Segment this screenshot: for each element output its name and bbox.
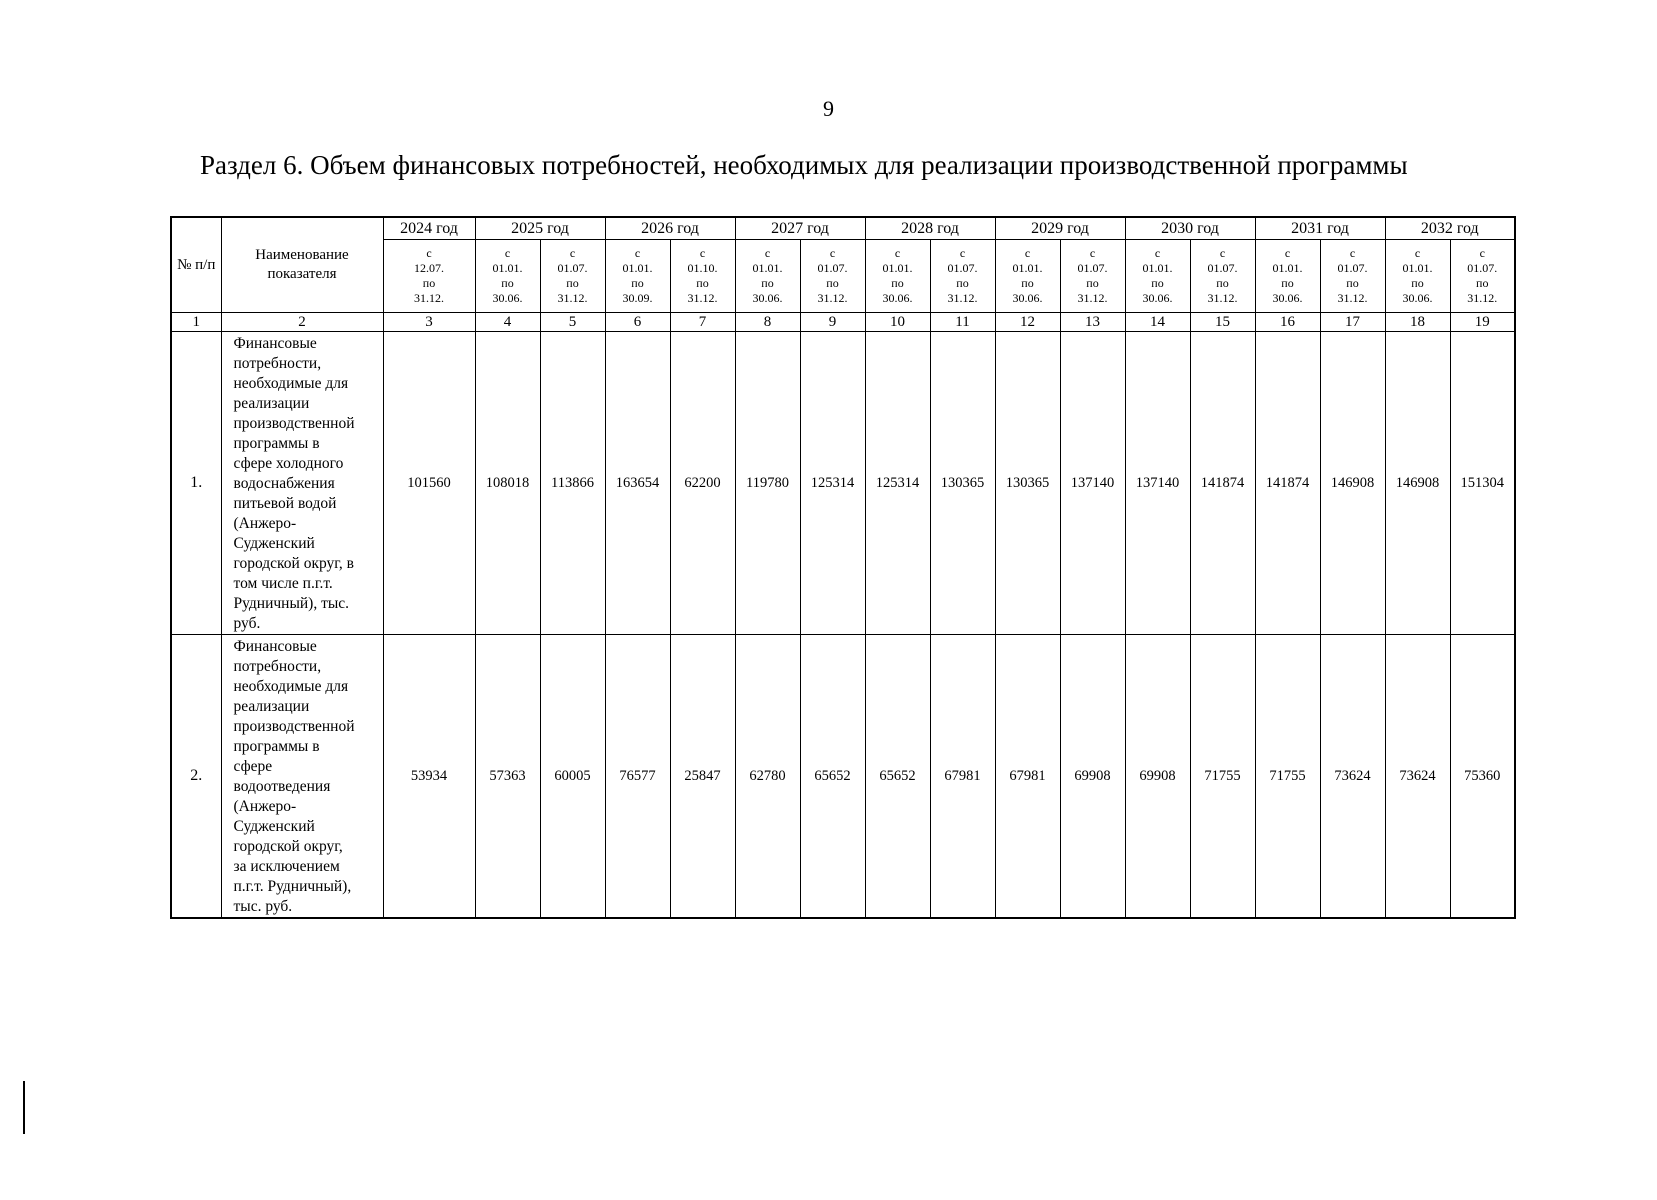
value-cell: 141874 xyxy=(1255,332,1320,635)
period-line: 01.01. xyxy=(1272,261,1303,275)
year-header-row xyxy=(171,217,1515,240)
period-line: 30.06. xyxy=(752,291,783,305)
indicator-name-line: Рудничный), тыс. xyxy=(233,595,350,612)
period-line: 30.06. xyxy=(1012,291,1043,305)
column-number: 13 xyxy=(1060,313,1125,332)
period-line: 01.01. xyxy=(622,261,653,275)
period-line: с xyxy=(1284,246,1291,260)
period-line: 30.06. xyxy=(1402,291,1433,305)
financial-needs-table xyxy=(170,216,1516,919)
year-header: 2030 год xyxy=(1125,217,1255,240)
column-number: 7 xyxy=(670,313,735,332)
period-line: по xyxy=(891,276,904,290)
indicator-name-line: руб. xyxy=(233,615,261,632)
column-number: 16 xyxy=(1255,313,1320,332)
value-cell: 67981 xyxy=(995,635,1060,919)
indicator-name-line: городской округ, xyxy=(233,838,343,855)
period-line: 01.01. xyxy=(752,261,783,275)
indicator-name-line: сфере холодного xyxy=(233,455,344,472)
period-line: по xyxy=(566,276,579,290)
indicator-name-line: питьевой водой xyxy=(233,495,337,512)
column-number: 9 xyxy=(800,313,865,332)
period-line: 30.06. xyxy=(1142,291,1173,305)
value-cell: 76577 xyxy=(605,635,670,919)
indicator-name-line: (Анжеро- xyxy=(233,515,297,532)
indicator-name-line: городской округ, в xyxy=(233,555,354,572)
period-line: 01.01. xyxy=(882,261,913,275)
period-line: с xyxy=(1089,246,1096,260)
period-line: 30.06. xyxy=(1272,291,1303,305)
period-line: 31.12. xyxy=(947,291,978,305)
period-line: с xyxy=(426,246,432,260)
margin-line xyxy=(23,1081,25,1134)
period-header xyxy=(1125,240,1190,313)
value-cell: 146908 xyxy=(1320,332,1385,635)
period-line: по xyxy=(631,276,644,290)
period-header xyxy=(800,240,865,313)
value-cell: 69908 xyxy=(1125,635,1190,919)
indicator-name-line: потребности, xyxy=(233,658,322,675)
period-line: 01.07. xyxy=(1337,261,1368,275)
value-cell: 151304 xyxy=(1450,332,1515,635)
year-header: 2031 год xyxy=(1255,217,1385,240)
period-line: 01.07. xyxy=(817,261,848,275)
period-line: 01.07. xyxy=(557,261,588,275)
period-line: с xyxy=(959,246,966,260)
value-cell: 125314 xyxy=(865,332,930,635)
value-cell: 108018 xyxy=(475,332,540,635)
period-line: по xyxy=(1346,276,1359,290)
period-line: с xyxy=(569,246,576,260)
period-header xyxy=(865,240,930,313)
indicator-name-line: необходимые для xyxy=(233,678,349,695)
period-line: по xyxy=(696,276,709,290)
period-header xyxy=(383,240,475,313)
value-cell: 60005 xyxy=(540,635,605,919)
period-line: 01.01. xyxy=(1402,261,1433,275)
period-line: 31.12. xyxy=(1337,291,1368,305)
indicator-name-line: за исключением xyxy=(233,858,340,875)
year-header: 2032 год xyxy=(1385,217,1515,240)
period-line: 30.06. xyxy=(882,291,913,305)
value-cell: 163654 xyxy=(605,332,670,635)
indicator-name-line: реализации xyxy=(233,395,310,412)
value-cell: 73624 xyxy=(1320,635,1385,919)
period-line: с xyxy=(1349,246,1356,260)
indicator-name-line: том числе п.г.т. xyxy=(233,575,333,592)
indicator-name-line: производственной xyxy=(233,415,355,432)
indicator-name-line: потребности, xyxy=(233,355,322,372)
period-line: по xyxy=(826,276,839,290)
column-number: 6 xyxy=(605,313,670,332)
period-header xyxy=(1255,240,1320,313)
column-number-row xyxy=(171,313,1515,332)
column-number: 8 xyxy=(735,313,800,332)
indicator-name-line: Судженский xyxy=(233,535,315,552)
value-cell: 146908 xyxy=(1385,332,1450,635)
period-line: 31.12. xyxy=(817,291,848,305)
period-line: 01.07. xyxy=(1207,261,1238,275)
period-line: 12.07. xyxy=(414,261,444,275)
period-line: по xyxy=(1021,276,1034,290)
period-line: по xyxy=(1216,276,1229,290)
row-number: 2. xyxy=(171,635,221,919)
column-number: 11 xyxy=(930,313,995,332)
indicator-name-line: (Анжеро- xyxy=(233,798,297,815)
period-line: по xyxy=(501,276,514,290)
period-header xyxy=(1060,240,1125,313)
period-header xyxy=(995,240,1060,313)
value-cell: 141874 xyxy=(1190,332,1255,635)
period-line: 31.12. xyxy=(1207,291,1238,305)
period-line: 01.01. xyxy=(1142,261,1173,275)
period-line: 31.12. xyxy=(557,291,588,305)
indicator-name-line: программы в xyxy=(233,738,320,755)
period-header xyxy=(1190,240,1255,313)
indicator-name-line: необходимые для xyxy=(233,375,349,392)
period-line: с xyxy=(1219,246,1226,260)
value-cell: 65652 xyxy=(865,635,930,919)
period-line: с xyxy=(764,246,771,260)
period-header xyxy=(605,240,670,313)
indicator-name-line: производственной xyxy=(233,718,355,735)
period-line: по xyxy=(761,276,774,290)
header-name: Наименование показателя xyxy=(221,217,383,313)
row-number: 1. xyxy=(171,332,221,635)
indicator-name-line: п.г.т. Рудничный), xyxy=(233,878,352,895)
period-line: с xyxy=(634,246,641,260)
year-header: 2024 год xyxy=(383,217,475,240)
period-line: 31.12. xyxy=(1467,291,1498,305)
year-header: 2029 год xyxy=(995,217,1125,240)
column-number: 14 xyxy=(1125,313,1190,332)
value-cell: 101560 xyxy=(383,332,475,635)
period-line: по xyxy=(422,276,436,290)
value-cell: 113866 xyxy=(540,332,605,635)
column-number: 15 xyxy=(1190,313,1255,332)
period-line: 01.01. xyxy=(492,261,523,275)
column-number: 12 xyxy=(995,313,1060,332)
period-line: с xyxy=(1479,246,1485,260)
period-header xyxy=(735,240,800,313)
period-line: 01.10. xyxy=(687,261,718,275)
year-header: 2027 год xyxy=(735,217,865,240)
period-line: по xyxy=(1086,276,1099,290)
period-line: по xyxy=(1281,276,1294,290)
period-line: 31.12. xyxy=(1077,291,1108,305)
indicator-name-line: водоснабжения xyxy=(233,475,335,492)
column-number: 18 xyxy=(1385,313,1450,332)
period-line: 01.07. xyxy=(947,261,978,275)
table-row xyxy=(171,635,1515,919)
period-line: 30.06. xyxy=(492,291,523,305)
indicator-name-line: Судженский xyxy=(233,818,315,835)
period-line: 31.12. xyxy=(414,291,444,305)
period-header xyxy=(540,240,605,313)
indicator-name-line: программы в xyxy=(233,435,320,452)
period-line: 01.01. xyxy=(1012,261,1043,275)
value-cell: 73624 xyxy=(1385,635,1450,919)
column-number: 10 xyxy=(865,313,930,332)
value-cell: 62780 xyxy=(735,635,800,919)
value-cell: 137140 xyxy=(1060,332,1125,635)
period-line: 01.07. xyxy=(1077,261,1108,275)
indicator-name-line: тыс. руб. xyxy=(233,898,293,915)
indicator-name xyxy=(221,635,383,919)
value-cell: 130365 xyxy=(995,332,1060,635)
column-number: 2 xyxy=(221,313,383,332)
period-line: по xyxy=(1476,276,1489,290)
period-header xyxy=(1320,240,1385,313)
year-header: 2026 год xyxy=(605,217,735,240)
value-cell: 62200 xyxy=(670,332,735,635)
value-cell: 119780 xyxy=(735,332,800,635)
value-cell: 67981 xyxy=(930,635,995,919)
period-header xyxy=(1450,240,1515,313)
header-no: № п/п xyxy=(171,217,221,313)
period-header xyxy=(670,240,735,313)
value-cell: 57363 xyxy=(475,635,540,919)
value-cell: 130365 xyxy=(930,332,995,635)
column-number: 1 xyxy=(171,313,221,332)
period-header xyxy=(930,240,995,313)
column-number: 4 xyxy=(475,313,540,332)
indicator-name-line: Финансовые xyxy=(233,638,317,655)
period-line: с xyxy=(699,246,706,260)
indicator-name-line: Финансовые xyxy=(233,335,317,352)
period-line: по xyxy=(956,276,969,290)
value-cell: 25847 xyxy=(670,635,735,919)
period-line: по xyxy=(1151,276,1164,290)
value-cell: 71755 xyxy=(1255,635,1320,919)
value-cell: 75360 xyxy=(1450,635,1515,919)
period-line: с xyxy=(1154,246,1161,260)
value-cell: 71755 xyxy=(1190,635,1255,919)
value-cell: 69908 xyxy=(1060,635,1125,919)
period-header xyxy=(475,240,540,313)
period-line: с xyxy=(894,246,901,260)
value-cell: 125314 xyxy=(800,332,865,635)
column-number: 3 xyxy=(383,313,475,332)
year-header: 2025 год xyxy=(475,217,605,240)
column-number: 5 xyxy=(540,313,605,332)
page-number: 9 xyxy=(823,96,834,121)
value-cell: 65652 xyxy=(800,635,865,919)
period-line: по xyxy=(1411,276,1424,290)
period-line: 30.09. xyxy=(622,291,653,305)
indicator-name-line: водоотведения xyxy=(233,778,331,795)
column-number: 19 xyxy=(1450,313,1515,332)
period-line: с xyxy=(504,246,511,260)
value-cell: 137140 xyxy=(1125,332,1190,635)
indicator-name xyxy=(221,332,383,635)
value-cell: 53934 xyxy=(383,635,475,919)
period-line: 01.07. xyxy=(1467,261,1498,275)
period-line: с xyxy=(1024,246,1031,260)
year-header: 2028 год xyxy=(865,217,995,240)
period-line: с xyxy=(829,246,836,260)
period-line: 31.12. xyxy=(687,291,718,305)
period-line: с xyxy=(1414,246,1421,260)
indicator-name-line: сфере xyxy=(233,758,273,775)
period-header xyxy=(1385,240,1450,313)
indicator-name-line: реализации xyxy=(233,698,310,715)
table-row xyxy=(171,332,1515,635)
column-number: 17 xyxy=(1320,313,1385,332)
section-title: Раздел 6. Объем финансовых потребностей, необходимых для реализации производственной программы xyxy=(200,150,1408,180)
